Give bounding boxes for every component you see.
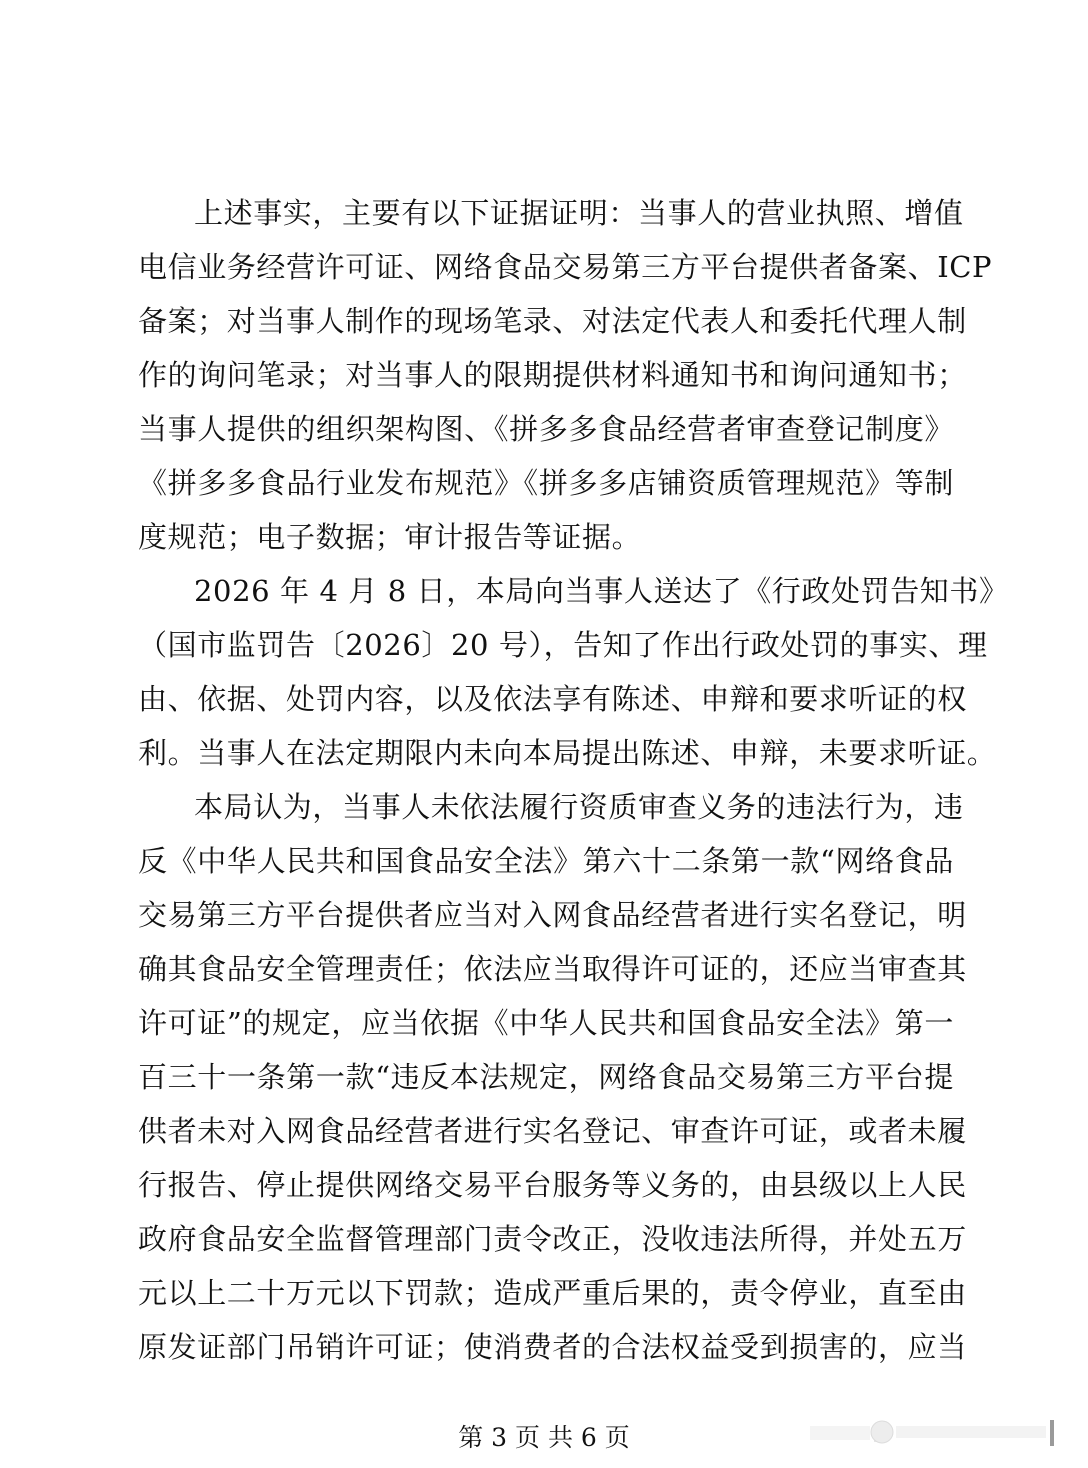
paragraph-1-line-1: 上述事实，主要有以下证据证明：当事人的营业执照、增值 bbox=[194, 196, 964, 230]
paragraph-3-line-1: 本局认为，当事人未依法履行资质审查义务的违法行为，违 bbox=[194, 790, 964, 824]
paragraph-1-line-3: 备案；对当事人制作的现场笔录、对法定代表人和委托代理人制 bbox=[138, 304, 967, 338]
paragraph-3-line-10: 元以上二十万元以下罚款；造成严重后果的，责令停业，直至由 bbox=[138, 1276, 967, 1310]
document-body bbox=[138, 186, 1009, 1374]
paragraph-3-line-4: 确其食品安全管理责任；依法应当取得许可证的，还应当审查其 bbox=[138, 952, 967, 986]
paragraph-1-line-7: 度规范；电子数据；审计报告等证据。 bbox=[138, 520, 642, 554]
paragraph-1-line-5: 当事人提供的组织架构图、《拼多多食品经营者审查登记制度》 bbox=[138, 412, 954, 446]
paragraph-3-line-2: 反《中华人民共和国食品安全法》第六十二条第一款“网络食品 bbox=[138, 844, 954, 878]
paragraph-2-line-4: 利。当事人在法定期限内未向本局提出陈述、申辩，未要求听证。 bbox=[138, 736, 997, 770]
paragraph-3-line-11: 原发证部门吊销许可证；使消费者的合法权益受到损害的，应当 bbox=[138, 1330, 967, 1364]
watermark-logo-icon bbox=[808, 1412, 1064, 1452]
paragraph-3-line-8: 行报告、停止提供网络交易平台服务等义务的，由县级以上人民 bbox=[138, 1168, 967, 1202]
paragraph-2-line-1: 2026 年 4 月 8 日，本局向当事人送达了《行政处罚告知书》 bbox=[194, 574, 1009, 608]
paragraph-3-line-6: 百三十一条第一款“违反本法规定，网络食品交易第三方平台提 bbox=[138, 1060, 954, 1094]
paragraph-1-line-2: 电信业务经营许可证、网络食品交易第三方平台提供者备案、ICP bbox=[138, 250, 993, 284]
page-number: 第 3 页 共 6 页 bbox=[458, 1423, 630, 1452]
paragraph-3-line-9: 政府食品安全监督管理部门责令改正，没收违法所得，并处五万 bbox=[138, 1222, 967, 1256]
paragraph-1-line-6: 《拼多多食品行业发布规范》《拼多多店铺资质管理规范》等制 bbox=[138, 466, 954, 500]
paragraph-2-line-2: （国市监罚告〔2026〕20 号），告知了作出行政处罚的事实、理 bbox=[138, 628, 988, 662]
paragraph-3-line-5: 许可证”的规定，应当依据《中华人民共和国食品安全法》第一 bbox=[138, 1006, 954, 1040]
paragraph-3-line-3: 交易第三方平台提供者应当对入网食品经营者进行实名登记，明 bbox=[138, 898, 967, 932]
paragraph-2-line-3: 由、依据、处罚内容，以及依法享有陈述、申辩和要求听证的权 bbox=[138, 682, 967, 716]
paragraph-1-line-4: 作的询问笔录；对当事人的限期提供材料通知书和询问通知书； bbox=[138, 358, 967, 392]
paragraph-3-line-7: 供者未对入网食品经营者进行实名登记、审查许可证，或者未履 bbox=[138, 1114, 967, 1148]
